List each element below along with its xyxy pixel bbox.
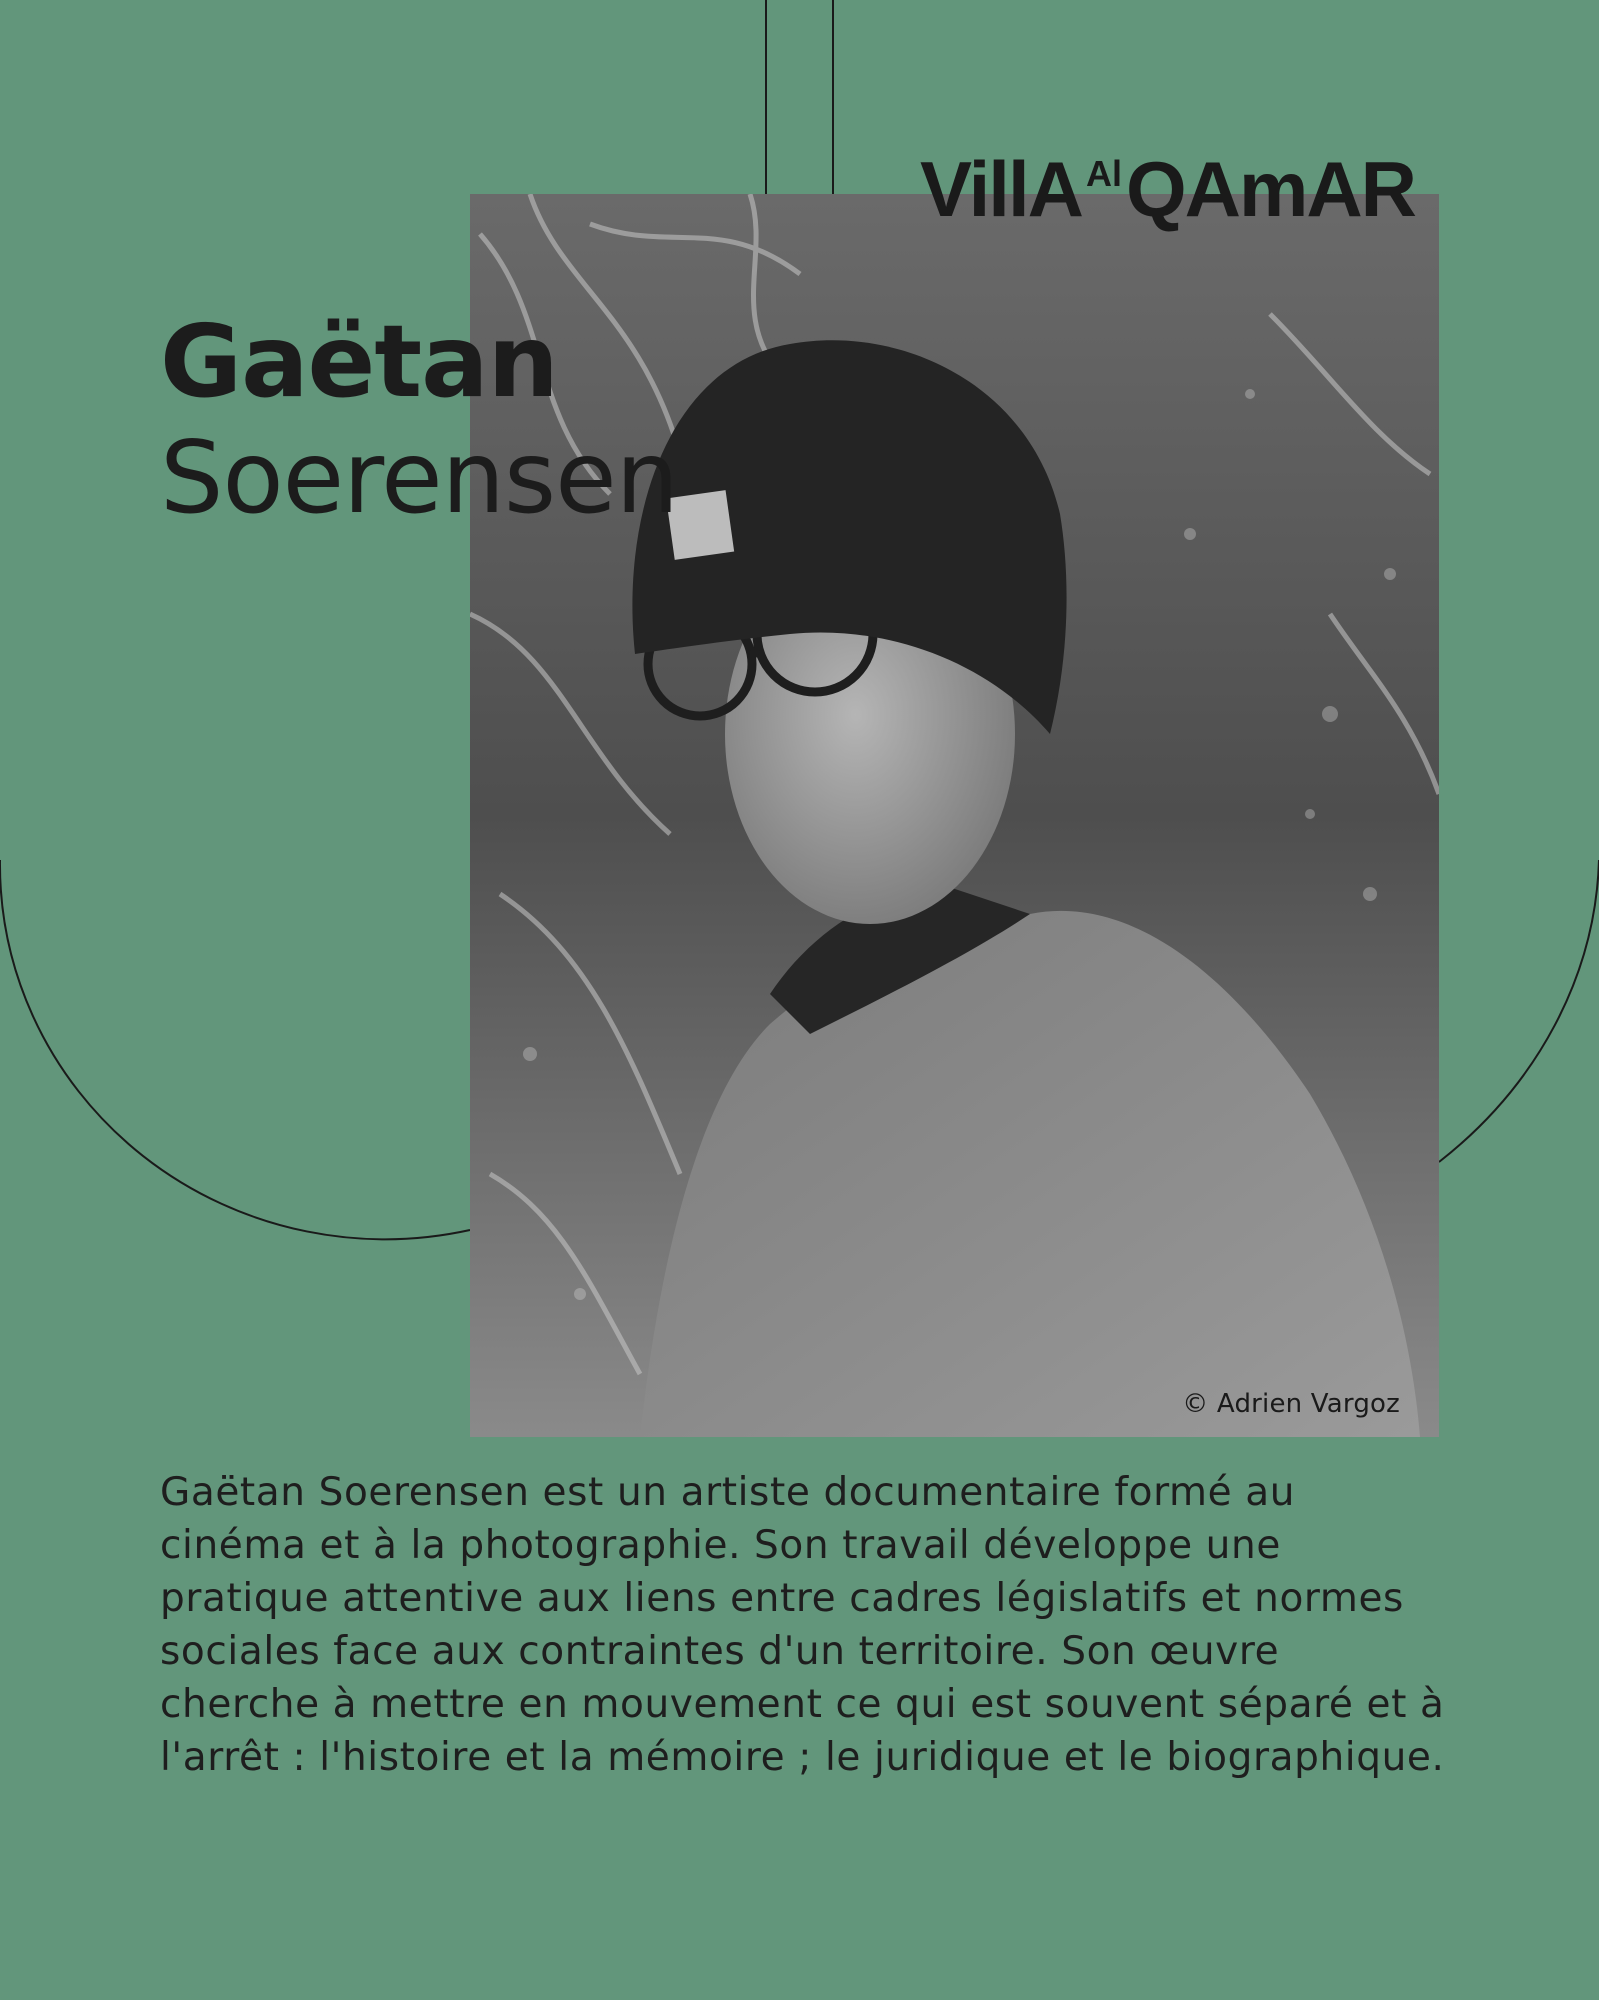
artist-last-name: Soerensen <box>160 419 679 536</box>
artist-portrait <box>470 194 1439 1437</box>
logo-part-3: QAmAR <box>1125 145 1415 233</box>
photo-credit: © Adrien Vargoz <box>1182 1389 1400 1419</box>
portrait-image <box>470 194 1439 1437</box>
artist-biography: Gaëtan Soerensen est un artiste documentaire formé au cinéma et à la photographie. Son travail développe une pratique attentive aux liens entre cadres législatifs et normes sociales face aux contraintes d'un territoire. Son œuvre cherche à mettre en mouvement ce qui est souvent séparé et à l'arrêt : l'histoire et la mémoire ; le juridique et le biographique. <box>160 1470 1445 1780</box>
logo-part-1: VillA <box>920 145 1082 233</box>
logo-part-2: Al <box>1085 153 1122 194</box>
artist-first-name: Gaëtan <box>160 303 558 420</box>
villa-al-qamar-logo <box>920 145 1415 233</box>
